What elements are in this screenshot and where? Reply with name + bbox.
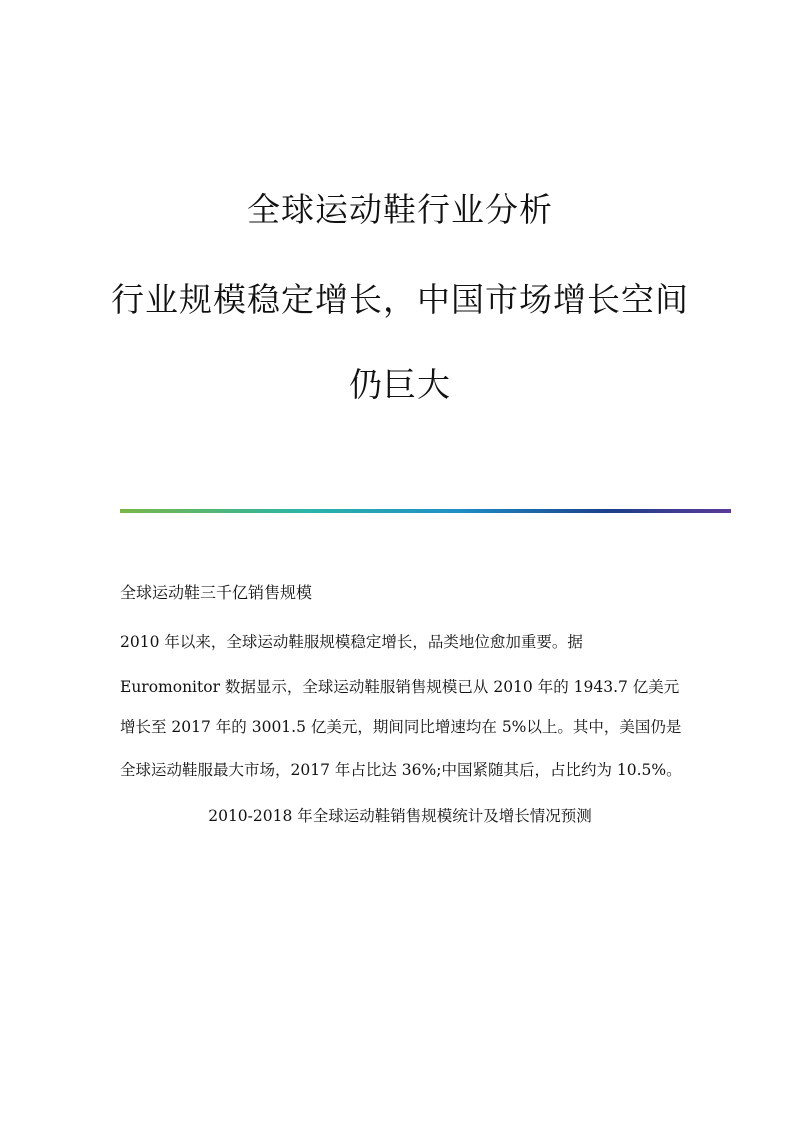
paragraph-line: 2010 年以来，全球运动鞋服规模稳定增长，品类地位愈加重要。据 — [120, 633, 583, 651]
paragraph-line: Euromonitor 数据显示，全球运动鞋服销售规模已从 2010 年的 1943.7 亿美元 — [120, 678, 680, 696]
gradient-divider — [120, 509, 731, 513]
page-title-line-3: 仍巨大 — [349, 365, 451, 404]
paragraph-line: 全球运动鞋服最大市场，2017 年占比达 36%;中国紧随其后，占比约为 10.5%。 — [120, 761, 682, 779]
paragraph-line: 增长至 2017 年的 3001.5 亿美元，期间同比增速均在 5%以上。其中，美国仍是 — [120, 718, 682, 736]
figure-caption: 2010-2018 年全球运动鞋销售规模统计及增长情况预测 — [208, 807, 592, 825]
section-heading: 全球运动鞋三千亿销售规模 — [120, 583, 313, 602]
page-title-line-1: 全球运动鞋行业分析 — [247, 190, 553, 229]
page-title-line-2: 行业规模稳定增长，中国市场增长空间 — [111, 280, 689, 319]
